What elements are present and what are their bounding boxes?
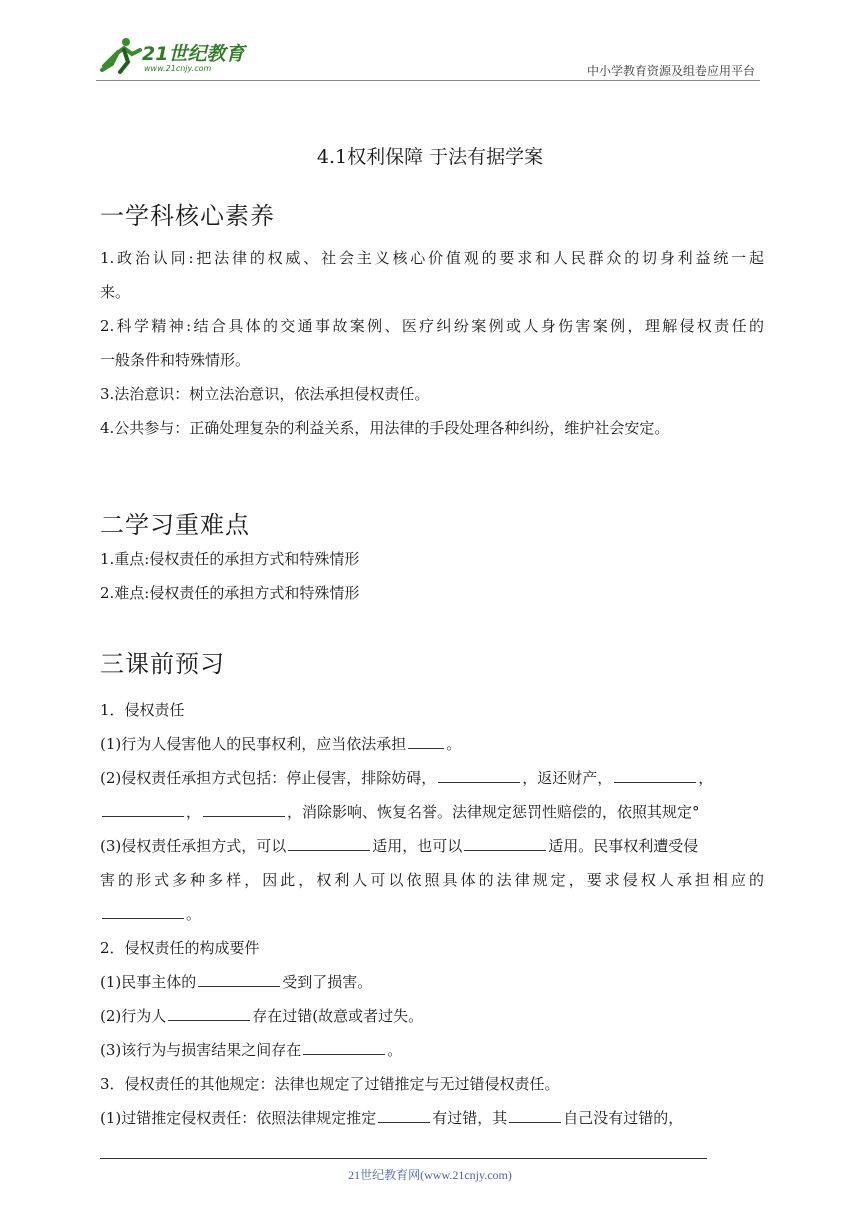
paragraph-line: 1.重点:侵权责任的承担方式和特殊情形 [100,550,360,568]
paragraph-line: 2.科学精神:结合具体的交通事故案例、医疗纠纷案例或人身伤害案例，理解侵权责任的 [100,317,764,335]
fill-blank[interactable] [288,834,370,851]
paragraph-line [100,829,764,863]
paragraph-line: 4.公共参与：正确处理复杂的利益关系，用法律的手段处理各种纠纷，维护社会安定。 [100,419,670,437]
text-segment: (1)过错推定侵权责任：依照法律规定推定 [100,1109,377,1127]
paragraph-line [100,897,764,931]
runner-icon [102,38,140,72]
fill-blank[interactable] [408,732,444,749]
paragraph-line [100,999,764,1033]
text-segment: (1)行为人侵害他人的民事权利，应当依法承担 [100,735,407,753]
paragraph-line [100,761,764,795]
section-key-points-body [100,542,764,610]
footer-text: 21世纪教育网(www.21cnjy.com) [348,1168,512,1182]
logo [96,36,266,76]
section-heading-key-points: 二学习重难点 [100,511,250,539]
text-segment: (3)侵权责任承担方式，可以 [100,837,287,855]
fill-blank[interactable] [438,766,520,783]
paragraph-line: 2.难点:侵权责任的承担方式和特殊情形 [100,584,360,602]
fill-blank[interactable] [464,834,546,851]
fill-blank[interactable] [102,800,184,817]
text-segment: 。 [387,1041,403,1059]
text-segment: 受到了损害。 [282,973,373,991]
text-segment: 。 [446,735,462,753]
paragraph-line [100,727,764,761]
paragraph-line: 一般条件和特殊情形。 [100,351,251,369]
paragraph-line [100,1101,764,1135]
fill-blank[interactable] [378,1106,430,1123]
fill-blank[interactable] [509,1106,561,1123]
page-title: 4.1权利保障 于法有据学案 [316,146,544,168]
logo-main-text: 21世纪教育 [142,43,245,65]
text-segment: 适用。民事权利遭受侵 [548,837,699,855]
text-segment: 适用，也可以 [372,837,463,855]
text-segment: 自己没有过错的， [563,1109,684,1127]
paragraph-line: 2．侵权责任的构成要件 [100,939,260,957]
text-segment: 存在过错(故意或者过失。 [252,1007,424,1025]
text-segment: ， [186,803,202,821]
text-segment: (3)该行为与损害结果之间存在 [100,1041,302,1059]
paragraph-line: 来。 [100,283,131,301]
section-heading-preview: 三课前预习 [100,650,225,678]
fill-blank[interactable] [102,902,184,919]
fill-blank[interactable] [303,1038,385,1055]
fill-blank[interactable] [203,800,285,817]
section-preview-body [100,693,764,1135]
section-core-literacy-body [100,241,764,445]
text-segment: (2)侵权责任承担方式包括：停止侵害，排除妨碍， [100,769,437,787]
text-segment: ，消除影响、恢复名誉。法律规定惩罚性赔偿的，依照其规定° [287,803,700,821]
header-platform-text: 中小学教育资源及组卷应用平台 [586,64,755,78]
header-divider [96,80,760,81]
paragraph-line [100,1033,764,1067]
paragraph-line: 3．侵权责任的其他规定：法律也规定了过错推定与无过错侵权责任。 [100,1075,560,1093]
text-segment: 有过错，其 [432,1109,508,1127]
paragraph-line [100,965,764,999]
paragraph-line: 害的形式多种多样，因此，权利人可以依照具体的法律规定，要求侵权人承担相应的 [100,871,764,889]
text-segment: ，返还财产， [522,769,613,787]
fill-blank[interactable] [168,1004,250,1021]
text-segment: (2)行为人 [100,1007,167,1025]
footer-divider [100,1158,707,1159]
paragraph-line: 1．侵权责任 [100,701,185,719]
fill-blank[interactable] [198,970,280,987]
section-heading-core-literacy: 一学科核心素养 [100,202,275,230]
text-segment: (1)民事主体的 [100,973,197,991]
text-segment: 。 [186,905,202,923]
paragraph-line: 1.政治认同:把法律的权威、社会主义核心价值观的要求和人民群众的切身利益统一起 [100,249,764,267]
paragraph-line [100,795,764,829]
paragraph-line: 3.法治意识：树立法治意识，依法承担侵权责任。 [100,385,430,403]
logo-url-text: www.21cnjy.com [144,64,212,73]
text-segment: ， [698,769,714,787]
fill-blank[interactable] [614,766,696,783]
